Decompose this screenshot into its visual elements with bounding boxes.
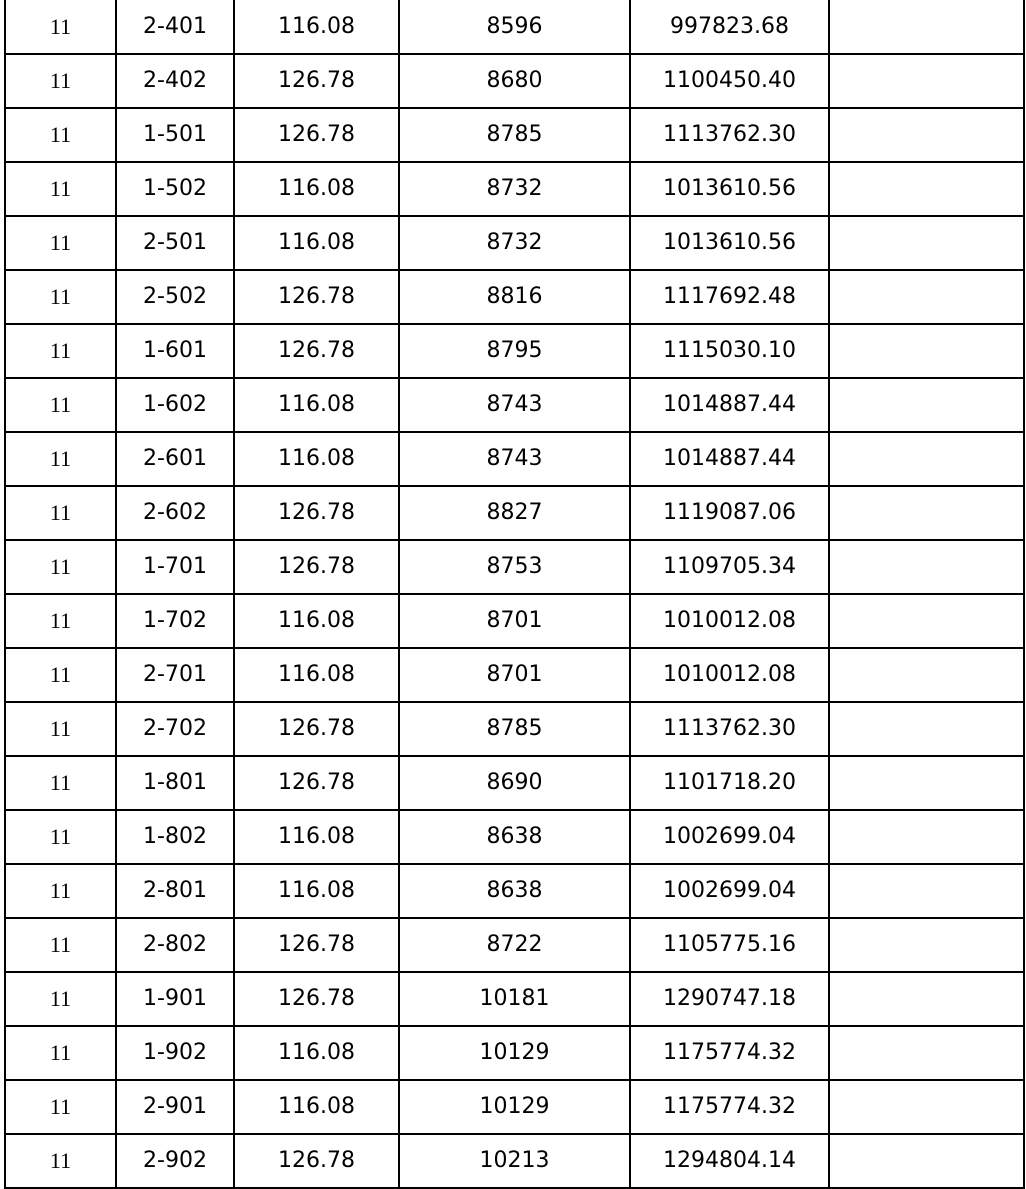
unit-number-cell: 2-402 [116, 54, 234, 108]
unit-price-cell: 8743 [399, 432, 630, 486]
unit-number-cell: 1-802 [116, 810, 234, 864]
unit-number-cell: 2-702 [116, 702, 234, 756]
total-price-cell: 997823.68 [630, 0, 829, 54]
unit-number-cell: 2-502 [116, 270, 234, 324]
table-row [5, 216, 1024, 270]
table-row [5, 864, 1024, 918]
building-cell: 11 [5, 1026, 116, 1080]
unit-price-cell: 10129 [399, 1080, 630, 1134]
total-price-cell: 1100450.40 [630, 54, 829, 108]
building-cell: 11 [5, 918, 116, 972]
remarks-cell [829, 54, 1024, 108]
table-row [5, 486, 1024, 540]
table-row [5, 1134, 1024, 1188]
building-cell: 11 [5, 108, 116, 162]
building-cell: 11 [5, 1080, 116, 1134]
unit-number-cell: 1-901 [116, 972, 234, 1026]
remarks-cell [829, 540, 1024, 594]
building-cell: 11 [5, 810, 116, 864]
table-row [5, 540, 1024, 594]
area-cell: 126.78 [234, 918, 399, 972]
unit-price-cell: 8722 [399, 918, 630, 972]
remarks-cell [829, 810, 1024, 864]
area-cell: 126.78 [234, 1134, 399, 1188]
unit-price-cell: 8753 [399, 540, 630, 594]
total-price-cell: 1002699.04 [630, 864, 829, 918]
building-cell: 11 [5, 486, 116, 540]
unit-number-cell: 1-701 [116, 540, 234, 594]
remarks-cell [829, 324, 1024, 378]
unit-price-cell: 8732 [399, 216, 630, 270]
total-price-cell: 1014887.44 [630, 378, 829, 432]
unit-price-cell: 8638 [399, 810, 630, 864]
total-price-cell: 1175774.32 [630, 1080, 829, 1134]
area-cell: 126.78 [234, 108, 399, 162]
area-cell: 126.78 [234, 540, 399, 594]
area-cell: 126.78 [234, 702, 399, 756]
remarks-cell [829, 378, 1024, 432]
remarks-cell [829, 702, 1024, 756]
area-cell: 116.08 [234, 648, 399, 702]
unit-price-cell: 8743 [399, 378, 630, 432]
building-cell: 11 [5, 1134, 116, 1188]
unit-price-cell: 10181 [399, 972, 630, 1026]
table-row [5, 432, 1024, 486]
building-cell: 11 [5, 54, 116, 108]
unit-price-table-body [5, 0, 1024, 1188]
remarks-cell [829, 270, 1024, 324]
unit-number-cell: 2-902 [116, 1134, 234, 1188]
building-cell: 11 [5, 378, 116, 432]
table-row [5, 648, 1024, 702]
remarks-cell [829, 1134, 1024, 1188]
building-cell: 11 [5, 972, 116, 1026]
unit-number-cell: 2-802 [116, 918, 234, 972]
area-cell: 116.08 [234, 594, 399, 648]
area-cell: 116.08 [234, 810, 399, 864]
building-cell: 11 [5, 648, 116, 702]
unit-number-cell: 2-401 [116, 0, 234, 54]
table-row [5, 972, 1024, 1026]
area-cell: 116.08 [234, 162, 399, 216]
total-price-cell: 1113762.30 [630, 702, 829, 756]
remarks-cell [829, 432, 1024, 486]
total-price-cell: 1013610.56 [630, 216, 829, 270]
unit-price-cell: 8795 [399, 324, 630, 378]
total-price-cell: 1010012.08 [630, 648, 829, 702]
table-row [5, 0, 1024, 54]
remarks-cell [829, 972, 1024, 1026]
unit-number-cell: 1-501 [116, 108, 234, 162]
total-price-cell: 1117692.48 [630, 270, 829, 324]
area-cell: 116.08 [234, 0, 399, 54]
area-cell: 126.78 [234, 270, 399, 324]
remarks-cell [829, 1026, 1024, 1080]
table-row [5, 594, 1024, 648]
total-price-cell: 1109705.34 [630, 540, 829, 594]
total-price-cell: 1105775.16 [630, 918, 829, 972]
remarks-cell [829, 216, 1024, 270]
table-row [5, 918, 1024, 972]
unit-number-cell: 2-501 [116, 216, 234, 270]
unit-number-cell: 1-502 [116, 162, 234, 216]
remarks-cell [829, 918, 1024, 972]
table-row [5, 1080, 1024, 1134]
total-price-cell: 1290747.18 [630, 972, 829, 1026]
total-price-cell: 1002699.04 [630, 810, 829, 864]
remarks-cell [829, 1080, 1024, 1134]
remarks-cell [829, 486, 1024, 540]
remarks-cell [829, 0, 1024, 54]
total-price-cell: 1010012.08 [630, 594, 829, 648]
table-row [5, 54, 1024, 108]
unit-price-cell: 8596 [399, 0, 630, 54]
building-cell: 11 [5, 756, 116, 810]
building-cell: 11 [5, 864, 116, 918]
unit-price-cell: 10129 [399, 1026, 630, 1080]
building-cell: 11 [5, 270, 116, 324]
building-cell: 11 [5, 216, 116, 270]
area-cell: 116.08 [234, 864, 399, 918]
building-cell: 11 [5, 324, 116, 378]
table-row [5, 702, 1024, 756]
area-cell: 126.78 [234, 756, 399, 810]
table-row [5, 162, 1024, 216]
table-row [5, 1026, 1024, 1080]
total-price-cell: 1119087.06 [630, 486, 829, 540]
remarks-cell [829, 594, 1024, 648]
unit-number-cell: 2-601 [116, 432, 234, 486]
total-price-cell: 1115030.10 [630, 324, 829, 378]
unit-price-cell: 8785 [399, 702, 630, 756]
total-price-cell: 1014887.44 [630, 432, 829, 486]
unit-number-cell: 2-901 [116, 1080, 234, 1134]
unit-price-cell: 8732 [399, 162, 630, 216]
unit-number-cell: 2-602 [116, 486, 234, 540]
unit-price-cell: 8638 [399, 864, 630, 918]
unit-number-cell: 1-801 [116, 756, 234, 810]
area-cell: 126.78 [234, 324, 399, 378]
area-cell: 126.78 [234, 486, 399, 540]
building-cell: 11 [5, 702, 116, 756]
unit-number-cell: 2-801 [116, 864, 234, 918]
building-cell: 11 [5, 540, 116, 594]
total-price-cell: 1101718.20 [630, 756, 829, 810]
area-cell: 126.78 [234, 54, 399, 108]
area-cell: 116.08 [234, 1080, 399, 1134]
unit-number-cell: 2-701 [116, 648, 234, 702]
unit-price-cell: 8680 [399, 54, 630, 108]
total-price-cell: 1175774.32 [630, 1026, 829, 1080]
area-cell: 116.08 [234, 378, 399, 432]
remarks-cell [829, 864, 1024, 918]
remarks-cell [829, 756, 1024, 810]
area-cell: 116.08 [234, 1026, 399, 1080]
table-row [5, 810, 1024, 864]
area-cell: 116.08 [234, 432, 399, 486]
area-cell: 116.08 [234, 216, 399, 270]
building-cell: 11 [5, 594, 116, 648]
table-row [5, 108, 1024, 162]
unit-price-cell: 8701 [399, 594, 630, 648]
unit-price-cell: 8701 [399, 648, 630, 702]
building-cell: 11 [5, 0, 116, 54]
building-cell: 11 [5, 432, 116, 486]
total-price-cell: 1294804.14 [630, 1134, 829, 1188]
unit-number-cell: 1-702 [116, 594, 234, 648]
table-row [5, 756, 1024, 810]
unit-price-table [4, 0, 1025, 1189]
table-row [5, 270, 1024, 324]
unit-price-cell: 8690 [399, 756, 630, 810]
unit-number-cell: 1-601 [116, 324, 234, 378]
remarks-cell [829, 162, 1024, 216]
unit-price-cell: 8785 [399, 108, 630, 162]
unit-price-cell: 8816 [399, 270, 630, 324]
building-cell: 11 [5, 162, 116, 216]
unit-number-cell: 1-902 [116, 1026, 234, 1080]
total-price-cell: 1013610.56 [630, 162, 829, 216]
total-price-cell: 1113762.30 [630, 108, 829, 162]
table-row [5, 324, 1024, 378]
table-row [5, 378, 1024, 432]
unit-price-cell: 8827 [399, 486, 630, 540]
area-cell: 126.78 [234, 972, 399, 1026]
remarks-cell [829, 108, 1024, 162]
unit-number-cell: 1-602 [116, 378, 234, 432]
unit-price-cell: 10213 [399, 1134, 630, 1188]
remarks-cell [829, 648, 1024, 702]
